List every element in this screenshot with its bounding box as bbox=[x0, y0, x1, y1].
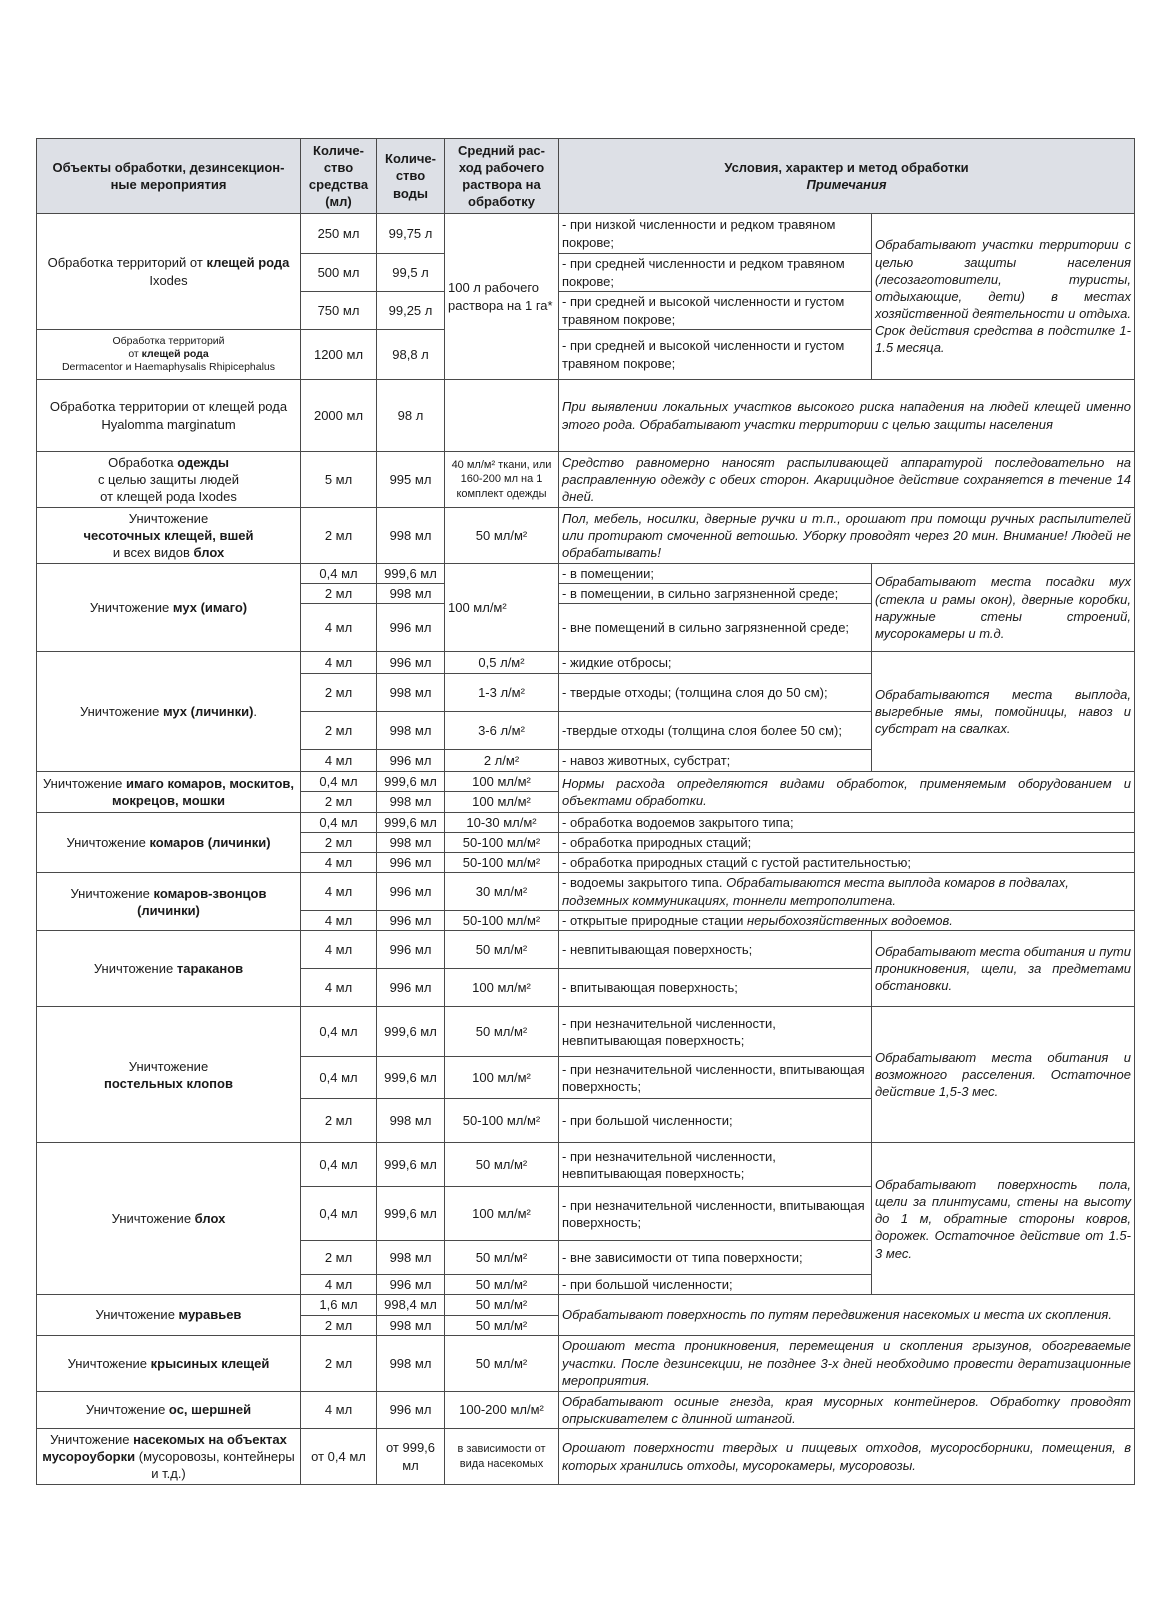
consumption-cell: 50 мл/м² bbox=[445, 1295, 559, 1315]
note-cell: Обрабатывают места посадки мух (стекла и рамы окон), дверные коробки, наружные стены строений, мусорокамеры и т.д. bbox=[872, 564, 1135, 652]
note-cell: Обрабатывают осиные гнезда, края мусорных контейнеров. Обработку проводят опрыскивателем с длинной штангой. bbox=[559, 1391, 1135, 1428]
consumption-cell: в зависимости от вида насекомых bbox=[445, 1429, 559, 1485]
water-cell: 996 мл bbox=[377, 652, 445, 674]
amount-cell: 2 мл bbox=[301, 508, 377, 564]
condition-cell: - впитывающая поверхность; bbox=[559, 969, 872, 1007]
object-name-cell bbox=[37, 1295, 301, 1335]
table-row bbox=[37, 931, 1135, 969]
object-name-part: Уничтожение bbox=[79, 704, 163, 720]
consumption-cell: 50 мл/м² bbox=[445, 1275, 559, 1295]
note-cell: Нормы расхода определяются видами обработок, применяемым оборудованием и объектами обработки. bbox=[559, 772, 1135, 812]
water-cell: 999,6 мл bbox=[377, 1143, 445, 1187]
object-name-part: Уничтожение bbox=[42, 775, 126, 791]
object-name-emphasis: насекомых на объектах мусороуборки bbox=[42, 1431, 287, 1464]
water-cell: 998 мл bbox=[377, 1241, 445, 1275]
amount-cell: 2 мл bbox=[301, 1241, 377, 1275]
object-name-cell bbox=[37, 873, 301, 931]
condition-note-text: нерыбохозяйственных водоемов. bbox=[747, 913, 953, 929]
water-cell: 98,8 л bbox=[377, 330, 445, 380]
amount-cell: 4 мл bbox=[301, 750, 377, 772]
table-row bbox=[37, 1143, 1135, 1187]
object-name-part: Уничтожение bbox=[50, 1431, 134, 1447]
water-cell: 99,5 л bbox=[377, 254, 445, 292]
condition-cell: - в помещении; bbox=[559, 564, 872, 584]
water-cell: 996 мл bbox=[377, 1275, 445, 1295]
object-name-part: от клещей рода Ixodes bbox=[100, 489, 237, 505]
note-cell: Обрабатываются места выплода, выгребные ямы, помойницы, навоз и субстрат на свалках. bbox=[872, 652, 1135, 772]
object-name-part: Dermacentor и Haemaphysalis Rhipicephalus bbox=[61, 361, 276, 374]
amount-cell: 4 мл bbox=[301, 1275, 377, 1295]
consumption-cell: 50 мл/м² bbox=[445, 1241, 559, 1275]
object-name-cell bbox=[37, 508, 301, 564]
water-cell: 996 мл bbox=[377, 604, 445, 652]
object-name-emphasis: комаров-звонцов (личинки) bbox=[137, 885, 267, 918]
amount-cell: 0,4 мл bbox=[301, 564, 377, 584]
condition-cell: - при средней численности и редком травяном покрове; bbox=[559, 254, 872, 292]
consumption-cell: 50 мл/м² bbox=[445, 1315, 559, 1335]
table-row bbox=[37, 1429, 1135, 1485]
water-cell: 995 мл bbox=[377, 452, 445, 508]
condition-cell: - жидкие отбросы; bbox=[559, 652, 872, 674]
consumption-cell bbox=[445, 380, 559, 452]
amount-cell: 4 мл bbox=[301, 652, 377, 674]
water-cell: 998 мл bbox=[377, 792, 445, 812]
consumption-cell: 1-3 л/м² bbox=[445, 674, 559, 712]
table-row bbox=[37, 508, 1135, 564]
consumption-cell: 100 мл/м² bbox=[445, 792, 559, 812]
water-cell: 998 мл bbox=[377, 712, 445, 750]
object-name-cell bbox=[37, 931, 301, 1007]
consumption-cell: 100-200 мл/м² bbox=[445, 1391, 559, 1428]
object-name-part: Уничтожение bbox=[128, 1058, 209, 1074]
table-row bbox=[37, 772, 1135, 792]
condition-cell: - при средней и высокой численности и густом травяном покрове; bbox=[559, 330, 872, 380]
object-name-emphasis: чесоточных клещей, вшей bbox=[83, 527, 254, 543]
table-header-row bbox=[37, 139, 1135, 214]
condition-cell: - при низкой численности и редком травяном покрове; bbox=[559, 214, 872, 254]
water-cell: 999,6 мл bbox=[377, 564, 445, 584]
table-row bbox=[37, 452, 1135, 508]
table-row bbox=[37, 652, 1135, 674]
condition-cell bbox=[559, 911, 1135, 931]
consumption-cell: 50 мл/м² bbox=[445, 1143, 559, 1187]
consumption-cell: 40 мл/м² ткани, или 160-200 мл на 1 комплект одежды bbox=[445, 452, 559, 508]
condition-text: - открытые природные стации bbox=[562, 913, 748, 929]
condition-cell: - при незначительной численности, впитывающая поверхность; bbox=[559, 1057, 872, 1099]
amount-cell: 2 мл bbox=[301, 832, 377, 852]
amount-cell: 4 мл bbox=[301, 1391, 377, 1428]
condition-cell: -твердые отходы (толщина слоя более 50 см); bbox=[559, 712, 872, 750]
object-name-cell bbox=[37, 812, 301, 872]
water-cell: 998 мл bbox=[377, 832, 445, 852]
condition-cell bbox=[559, 832, 1135, 852]
condition-text: - обработка природных стаций с густой растительностью; bbox=[562, 854, 912, 870]
object-name-part: Уничтожение bbox=[85, 1402, 169, 1418]
header-amount: Количе-ство средства (мл) bbox=[301, 139, 377, 214]
object-name-emphasis: ос, шершней bbox=[168, 1402, 252, 1418]
object-name-part: Уничтожение bbox=[67, 1355, 151, 1371]
object-name-part: и всех видов bbox=[112, 545, 194, 561]
amount-cell: 750 мл bbox=[301, 292, 377, 330]
amount-cell: 0,4 мл bbox=[301, 1187, 377, 1241]
water-cell: 996 мл bbox=[377, 873, 445, 911]
note-cell: Орошают места проникновения, перемещения и скопления грызунов, обогреваемые участки. После дезинсекции, не позднее 3-х дней необходимо провести дератизационные мероприятия. bbox=[559, 1335, 1135, 1391]
water-cell: 999,6 мл bbox=[377, 772, 445, 792]
object-name-cell bbox=[37, 652, 301, 772]
water-cell: 98 л bbox=[377, 380, 445, 452]
header-notes-title: Примечания bbox=[806, 177, 887, 192]
object-name-cell bbox=[37, 1143, 301, 1295]
condition-cell: - при незначительной численности, невпитывающая поверхность; bbox=[559, 1007, 872, 1057]
condition-cell: - при большой численности; bbox=[559, 1275, 872, 1295]
amount-cell: 4 мл bbox=[301, 969, 377, 1007]
object-name-emphasis: крысиных клещей bbox=[150, 1355, 270, 1371]
object-name-emphasis: блох bbox=[193, 545, 225, 561]
table-row bbox=[37, 380, 1135, 452]
object-name-part: Уничтожение bbox=[111, 1211, 195, 1227]
header-consumption: Средний рас-ход рабочего раствора на обработку bbox=[445, 139, 559, 214]
object-name-cell bbox=[37, 1391, 301, 1428]
object-name-part: с целью защиты людей bbox=[97, 471, 240, 487]
note-cell: Орошают поверхности твердых и пищевых отходов, мусоросборники, помещения, в которых хранились отходы, мусорокамеры, мусоровозы. bbox=[559, 1429, 1135, 1485]
object-name-part: от bbox=[128, 347, 142, 360]
water-cell: 998 мл bbox=[377, 584, 445, 604]
object-name-emphasis: мух (имаго) bbox=[172, 600, 248, 616]
water-cell: от 999,6 мл bbox=[377, 1429, 445, 1485]
condition-text: - обработка природных стаций; bbox=[562, 834, 752, 850]
table-row bbox=[37, 214, 1135, 254]
amount-cell: от 0,4 мл bbox=[301, 1429, 377, 1485]
consumption-cell: 100 мл/м² bbox=[445, 564, 559, 652]
object-name-emphasis: клещей рода bbox=[206, 255, 290, 271]
amount-cell: 2 мл bbox=[301, 1315, 377, 1335]
amount-cell: 0,4 мл bbox=[301, 812, 377, 832]
amount-cell: 4 мл bbox=[301, 931, 377, 969]
water-cell: 99,25 л bbox=[377, 292, 445, 330]
amount-cell: 0,4 мл bbox=[301, 1057, 377, 1099]
note-cell: Обрабатывают поверхность по путям передвижения насекомых и места их скопления. bbox=[559, 1295, 1135, 1335]
condition-cell: - вне зависимости от типа поверхности; bbox=[559, 1241, 872, 1275]
table-row bbox=[37, 873, 1135, 911]
condition-note-text: Обрабатываются места выплода комаров в подвалах, подземных коммуникациях, тоннели метрополитена. bbox=[562, 875, 1069, 908]
object-name-part: Уничтожение bbox=[128, 510, 209, 526]
consumption-cell: 2 л/м² bbox=[445, 750, 559, 772]
condition-cell: - твердые отходы; (толщина слоя до 50 см); bbox=[559, 674, 872, 712]
object-name-part: Обработка bbox=[108, 454, 178, 470]
water-cell: 998 мл bbox=[377, 1099, 445, 1143]
water-cell: 998 мл bbox=[377, 674, 445, 712]
object-name-emphasis: мух (личинки) bbox=[162, 704, 254, 720]
note-cell: Обрабатывают места обитания и возможного расселения. Остаточное действие 1,5-3 мес. bbox=[872, 1007, 1135, 1143]
amount-cell: 1,6 мл bbox=[301, 1295, 377, 1315]
object-name-emphasis: одежды bbox=[177, 454, 229, 470]
condition-cell: - навоз животных, субстрат; bbox=[559, 750, 872, 772]
condition-cell bbox=[559, 812, 1135, 832]
condition-cell bbox=[559, 873, 1135, 911]
header-water: Количе-ство воды bbox=[377, 139, 445, 214]
object-name-part: Ixodes bbox=[149, 272, 188, 288]
note-cell: Средство равномерно наносят распыливающей аппаратурой последовательно на расправленную одежду с обеих сторон. Акарицидное действие сохраняется в течение 14 дней. bbox=[559, 452, 1135, 508]
object-name-part: Обработка территории от клещей рода bbox=[49, 399, 288, 415]
note-cell: Обрабатывают участки территории с целью защиты населения (лесозаготовители, туристы, отдыхающие, дети) в местах хозяйственной деятельности и отдыха. Срок действия средства в подстилке 1-1.5 месяца. bbox=[872, 214, 1135, 380]
amount-cell: 0,4 мл bbox=[301, 1007, 377, 1057]
table-row bbox=[37, 1295, 1135, 1315]
note-cell: Обрабатывают места обитания и пути проникновения, щели, за предметами обстановки. bbox=[872, 931, 1135, 1007]
amount-cell: 2000 мл bbox=[301, 380, 377, 452]
object-name-part: Уничтожение bbox=[66, 834, 150, 850]
amount-cell: 4 мл bbox=[301, 604, 377, 652]
consumption-cell: 50 мл/м² bbox=[445, 508, 559, 564]
amount-cell: 2 мл bbox=[301, 1099, 377, 1143]
condition-cell: - при незначительной численности, невпитывающая поверхность; bbox=[559, 1143, 872, 1187]
amount-cell: 250 мл bbox=[301, 214, 377, 254]
condition-cell: - вне помещений в сильно загрязненной среде; bbox=[559, 604, 872, 652]
consumption-cell: 50-100 мл/м² bbox=[445, 852, 559, 872]
object-name-part: (мусоровозы, контейнеры и т.д.) bbox=[135, 1448, 295, 1482]
condition-cell: - при средней и высокой численности и густом травяном покрове; bbox=[559, 292, 872, 330]
water-cell: 996 мл bbox=[377, 852, 445, 872]
water-cell: 998,4 мл bbox=[377, 1295, 445, 1315]
water-cell: 999,6 мл bbox=[377, 1057, 445, 1099]
object-name-emphasis: имаго комаров, москитов, мокрецов, мошки bbox=[112, 775, 295, 808]
object-name-part: . bbox=[253, 704, 258, 720]
water-cell: 999,6 мл bbox=[377, 1007, 445, 1057]
object-name-cell bbox=[37, 452, 301, 508]
condition-cell: - в помещении, в сильно загрязненной среде; bbox=[559, 584, 872, 604]
object-name-part: Hyalomma marginatum bbox=[101, 416, 236, 432]
note-cell: Пол, мебель, носилки, дверные ручки и т.п., орошают при помощи ручных распылителей или протирают смоченной ветошью. Уборку проводят через 20 мин. Внимание! Людей не обрабатывать! bbox=[559, 508, 1135, 564]
table-row bbox=[37, 1007, 1135, 1057]
water-cell: 999,6 мл bbox=[377, 1187, 445, 1241]
amount-cell: 0,4 мл bbox=[301, 1143, 377, 1187]
table-body bbox=[37, 214, 1135, 1485]
water-cell: 998 мл bbox=[377, 508, 445, 564]
amount-cell: 1200 мл bbox=[301, 330, 377, 380]
amount-cell: 4 мл bbox=[301, 873, 377, 911]
condition-text: - водоемы закрытого типа. bbox=[562, 875, 727, 891]
amount-cell: 5 мл bbox=[301, 452, 377, 508]
object-name-emphasis: муравьев bbox=[178, 1307, 242, 1323]
amount-cell: 2 мл bbox=[301, 674, 377, 712]
object-name-emphasis: постельных клопов bbox=[104, 1075, 233, 1091]
amount-cell: 500 мл bbox=[301, 254, 377, 292]
table-row bbox=[37, 1391, 1135, 1428]
consumption-cell: 50-100 мл/м² bbox=[445, 1099, 559, 1143]
amount-cell: 4 мл bbox=[301, 852, 377, 872]
object-name-cell bbox=[37, 772, 301, 812]
object-name-cell bbox=[37, 380, 301, 452]
water-cell: 996 мл bbox=[377, 1391, 445, 1428]
consumption-cell: 0,5 л/м² bbox=[445, 652, 559, 674]
object-name-cell bbox=[37, 564, 301, 652]
water-cell: 996 мл bbox=[377, 931, 445, 969]
treatment-table bbox=[36, 138, 1135, 1485]
object-name-part: Уничтожение bbox=[95, 1307, 179, 1323]
object-name-part: Уничтожение bbox=[89, 600, 173, 616]
object-name-emphasis: тараканов bbox=[176, 961, 244, 977]
condition-cell: - при незначительной численности, впитывающая поверхность; bbox=[559, 1187, 872, 1241]
water-cell: 99,75 л bbox=[377, 214, 445, 254]
note-cell: Обрабатывают поверхность пола, щели за плинтусами, стены на высоту до 1 м, обратные стороны ковров, дорожек. Остаточное действие от 1.5-3 мес. bbox=[872, 1143, 1135, 1295]
consumption-cell: 50 мл/м² bbox=[445, 1007, 559, 1057]
consumption-cell: 3-6 л/м² bbox=[445, 712, 559, 750]
object-name-emphasis: блох bbox=[194, 1211, 226, 1227]
consumption-cell: 50-100 мл/м² bbox=[445, 911, 559, 931]
object-name-cell bbox=[37, 1429, 301, 1485]
amount-cell: 2 мл bbox=[301, 792, 377, 812]
object-name-part: Обработка территорий bbox=[112, 334, 225, 347]
water-cell: 996 мл bbox=[377, 911, 445, 931]
consumption-cell: 50 мл/м² bbox=[445, 931, 559, 969]
consumption-cell: 100 мл/м² bbox=[445, 1187, 559, 1241]
water-cell: 996 мл bbox=[377, 750, 445, 772]
consumption-cell: 50-100 мл/м² bbox=[445, 832, 559, 852]
amount-cell: 0,4 мл bbox=[301, 772, 377, 792]
consumption-cell: 10-30 мл/м² bbox=[445, 812, 559, 832]
amount-cell: 4 мл bbox=[301, 911, 377, 931]
condition-cell bbox=[559, 852, 1135, 872]
consumption-cell: 100 мл/м² bbox=[445, 969, 559, 1007]
object-name-emphasis: клещей рода bbox=[141, 347, 209, 360]
header-conditions bbox=[559, 139, 1135, 214]
object-name-cell bbox=[37, 1335, 301, 1391]
note-cell: При выявлении локальных участков высокого риска нападения на людей клещей именно этого рода. Обрабатывают участки территории с целью защиты населения bbox=[559, 380, 1135, 452]
water-cell: 996 мл bbox=[377, 969, 445, 1007]
water-cell: 998 мл bbox=[377, 1335, 445, 1391]
amount-cell: 2 мл bbox=[301, 584, 377, 604]
condition-text: - обработка водоемов закрытого типа; bbox=[562, 814, 794, 830]
table-row bbox=[37, 1335, 1135, 1391]
header-conditions-title: Условия, характер и метод обработки bbox=[724, 159, 969, 175]
amount-cell: 2 мл bbox=[301, 712, 377, 750]
object-name-cell bbox=[37, 214, 301, 330]
object-name-cell bbox=[37, 330, 301, 380]
condition-cell: - невпитывающая поверхность; bbox=[559, 931, 872, 969]
condition-cell: - при большой численности; bbox=[559, 1099, 872, 1143]
consumption-cell: 100 мл/м² bbox=[445, 772, 559, 792]
document-sheet bbox=[36, 138, 1134, 1485]
water-cell: 998 мл bbox=[377, 1315, 445, 1335]
table-row bbox=[37, 564, 1135, 584]
table-row bbox=[37, 812, 1135, 832]
object-name-cell bbox=[37, 1007, 301, 1143]
header-object: Объекты обработки, дезинсекцион-ные мероприятия bbox=[37, 139, 301, 214]
object-name-part: Обработка территорий от bbox=[47, 255, 207, 271]
water-cell: 999,6 мл bbox=[377, 812, 445, 832]
consumption-cell: 50 мл/м² bbox=[445, 1335, 559, 1391]
consumption-cell: 100 л рабочего раствора на 1 га* bbox=[445, 214, 559, 380]
object-name-part: Уничтожение bbox=[70, 885, 154, 901]
object-name-part: Уничтожение bbox=[93, 961, 177, 977]
consumption-cell: 30 мл/м² bbox=[445, 873, 559, 911]
consumption-cell: 100 мл/м² bbox=[445, 1057, 559, 1099]
amount-cell: 2 мл bbox=[301, 1335, 377, 1391]
object-name-emphasis: комаров (личинки) bbox=[149, 834, 271, 850]
